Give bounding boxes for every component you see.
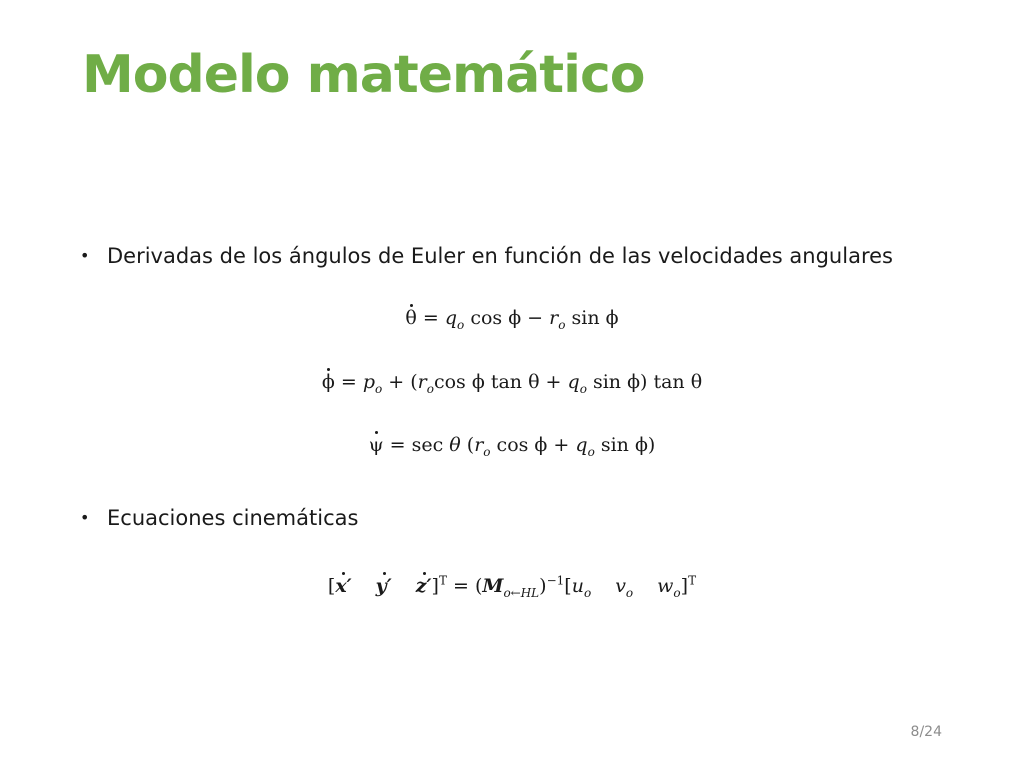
- eq-var: θ: [449, 434, 461, 456]
- slide-title: Modelo matemático: [82, 45, 645, 105]
- eq-part: sin ϕ: [565, 307, 619, 329]
- equation-theta-dot: [0, 303, 1024, 333]
- bullet-marker: •: [80, 246, 90, 265]
- eq-part: = sec: [389, 434, 450, 456]
- eq-part: =: [422, 307, 445, 329]
- bullet-euler-derivatives: [80, 241, 893, 271]
- transpose-mark: T: [688, 573, 697, 588]
- eq-sub: o: [579, 381, 587, 396]
- eq-part: =: [340, 371, 363, 393]
- theta-dot-symbol: θ: [405, 303, 416, 333]
- eq-var: p: [362, 371, 375, 393]
- eq-sub: o: [625, 585, 634, 600]
- eq-part: = (: [446, 575, 483, 597]
- page-number: 8/24: [910, 724, 942, 740]
- eq-sub: o: [558, 317, 566, 332]
- eq-var: q: [444, 307, 458, 329]
- eq-sub: o: [583, 585, 592, 600]
- eq-part: sin ϕ) tan θ: [586, 371, 703, 393]
- eq-var: r: [549, 307, 559, 329]
- eq-part: cos ϕ tan θ +: [433, 371, 568, 393]
- velocity-w: w: [657, 575, 674, 597]
- rotation-matrix: M: [482, 575, 504, 597]
- inverse-exponent: −1: [546, 573, 565, 588]
- eq-sub: o: [374, 381, 383, 396]
- z-dot-prime: z′: [416, 571, 432, 601]
- velocity-v: v: [615, 575, 626, 597]
- eq-sub: o: [483, 444, 491, 459]
- bullet-text: Ecuaciones cinemáticas: [107, 506, 359, 530]
- equation-psi-dot: [0, 430, 1024, 460]
- equation-phi-dot: [0, 367, 1024, 397]
- bracket: ]: [680, 575, 689, 597]
- eq-part: cos ϕ +: [490, 434, 576, 456]
- psi-dot-symbol: ψ: [369, 430, 384, 460]
- bullet-marker: •: [80, 508, 90, 527]
- eq-sub: o: [587, 444, 595, 459]
- eq-part: + (: [382, 371, 418, 393]
- eq-part: ): [539, 575, 547, 597]
- transpose-mark: T: [438, 573, 447, 588]
- eq-var: r: [474, 434, 484, 456]
- bullet-kinematic-equations: [80, 503, 358, 533]
- matrix-subscript: o←HL: [503, 585, 540, 600]
- eq-sub: o: [457, 317, 465, 332]
- bracket: ]: [431, 575, 439, 597]
- eq-part: cos ϕ −: [464, 307, 550, 329]
- eq-var: q: [567, 371, 580, 393]
- eq-part: (: [460, 434, 475, 456]
- eq-var: r: [417, 371, 427, 393]
- eq-var: q: [575, 434, 588, 456]
- equation-kinematic: [0, 571, 1024, 601]
- eq-sub: o: [673, 585, 681, 600]
- x-dot-prime: x′: [335, 571, 351, 601]
- eq-sub: o: [426, 381, 434, 396]
- y-dot-prime: y′: [376, 571, 392, 601]
- phi-dot-symbol: ϕ: [322, 367, 335, 397]
- eq-part: sin ϕ): [594, 434, 656, 456]
- bullet-text: Derivadas de los ángulos de Euler en función de las velocidades angulares: [107, 244, 893, 268]
- bracket: [: [327, 575, 336, 597]
- velocity-u: u: [571, 575, 584, 597]
- bracket: [: [564, 575, 572, 597]
